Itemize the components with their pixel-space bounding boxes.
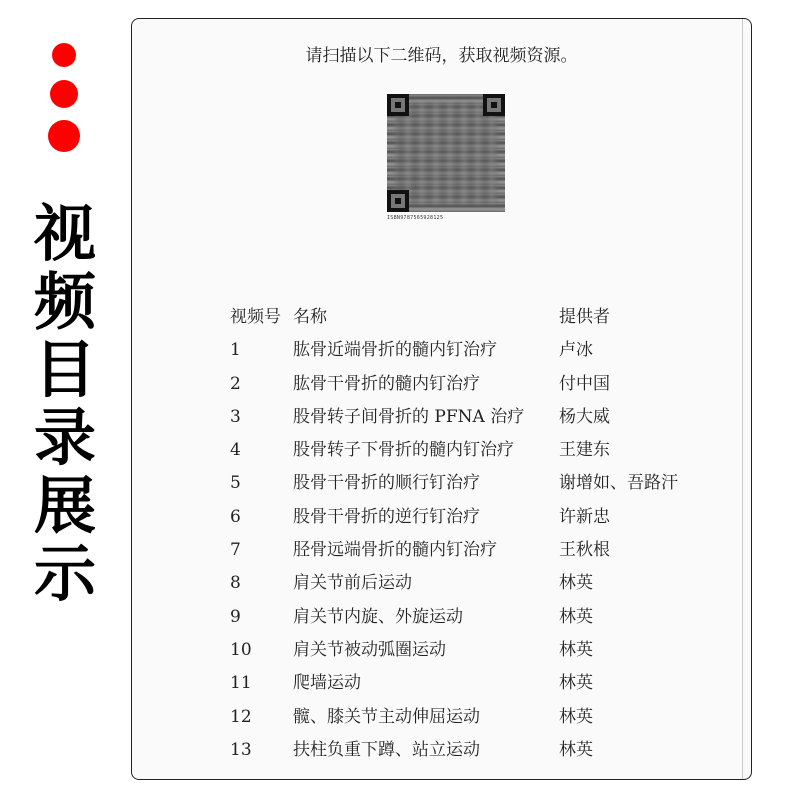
table-row <box>230 334 730 367</box>
table-row <box>230 434 730 467</box>
video-name: 肱骨干骨折的髓内钉治疗 <box>293 373 480 394</box>
video-number: 7 <box>230 540 241 561</box>
video-provider: 王建东 <box>559 440 610 461</box>
video-table <box>230 301 730 767</box>
table-row <box>230 467 730 500</box>
video-number: 4 <box>230 440 241 461</box>
header-provider: 提供者 <box>559 307 610 327</box>
video-number: 13 <box>230 739 252 760</box>
video-provider: 林英 <box>559 639 593 660</box>
qr-finder-top-left <box>387 94 409 116</box>
qr-code-icon[interactable] <box>387 94 505 212</box>
video-name: 股骨干骨折的逆行钉治疗 <box>293 506 480 527</box>
video-provider: 谢增如、吾路汗 <box>559 473 678 494</box>
video-number: 12 <box>230 706 252 727</box>
video-name: 股骨干骨折的顺行钉治疗 <box>293 473 480 494</box>
table-row <box>230 534 730 567</box>
isbn-label: ISBN9787565928125 <box>387 215 444 221</box>
red-dot-1 <box>52 43 76 67</box>
table-body <box>230 334 730 767</box>
video-name: 股骨转子下骨折的髓内钉治疗 <box>293 440 514 461</box>
page-edge-line <box>742 19 743 779</box>
header-name: 名称 <box>293 307 327 327</box>
video-provider: 林英 <box>559 606 593 627</box>
side-title-char: 目 <box>33 333 96 406</box>
book-page <box>131 18 752 780</box>
table-row <box>230 567 730 600</box>
table-row <box>230 734 730 767</box>
qr-blurred-pattern <box>395 102 497 204</box>
video-provider: 杨大威 <box>559 406 610 427</box>
video-name: 扶柱负重下蹲、站立运动 <box>293 739 480 760</box>
video-provider: 卢冰 <box>559 340 593 361</box>
video-name: 股骨转子间骨折的 PFNA 治疗 <box>293 406 525 427</box>
video-name: 髋、膝关节主动伸屈运动 <box>293 706 480 727</box>
video-name: 肩关节内旋、外旋运动 <box>293 606 463 627</box>
red-dot-2 <box>50 80 78 108</box>
table-row <box>230 368 730 401</box>
side-title <box>30 197 100 610</box>
video-provider: 许新忠 <box>559 506 610 527</box>
video-provider: 王秋根 <box>559 540 610 561</box>
red-dot-3 <box>48 120 80 152</box>
video-name: 爬墙运动 <box>293 673 361 694</box>
table-row <box>230 401 730 434</box>
qr-finder-top-right <box>483 94 505 116</box>
video-number: 6 <box>230 506 241 527</box>
video-number: 2 <box>230 373 241 394</box>
side-title-char: 视 <box>33 197 96 270</box>
side-title-char: 频 <box>33 265 96 338</box>
scan-instruction: 请扫描以下二维码，获取视频资源。 <box>305 46 578 66</box>
video-provider: 林英 <box>559 573 593 594</box>
video-number: 9 <box>230 606 241 627</box>
video-number: 3 <box>230 406 241 427</box>
video-number: 8 <box>230 573 241 594</box>
side-title-char: 展 <box>33 469 96 542</box>
video-name: 肱骨近端骨折的髓内钉治疗 <box>293 340 497 361</box>
video-name: 肩关节前后运动 <box>293 573 412 594</box>
video-number: 5 <box>230 473 241 494</box>
table-row <box>230 701 730 734</box>
video-provider: 林英 <box>559 673 593 694</box>
video-number: 11 <box>230 673 252 694</box>
table-row <box>230 501 730 534</box>
table-row <box>230 667 730 700</box>
video-provider: 林英 <box>559 739 593 760</box>
video-provider: 林英 <box>559 706 593 727</box>
table-row <box>230 634 730 667</box>
video-number: 1 <box>230 340 241 361</box>
video-number: 10 <box>230 639 252 660</box>
side-title-char: 示 <box>33 537 96 610</box>
table-header <box>230 301 730 334</box>
table-row <box>230 601 730 634</box>
side-title-char: 录 <box>33 401 96 474</box>
video-name: 胫骨远端骨折的髓内钉治疗 <box>293 540 497 561</box>
video-name: 肩关节被动弧圈运动 <box>293 639 446 660</box>
qr-finder-bottom-left <box>387 190 409 212</box>
video-provider: 付中国 <box>559 373 610 394</box>
header-num: 视频号 <box>230 307 281 327</box>
